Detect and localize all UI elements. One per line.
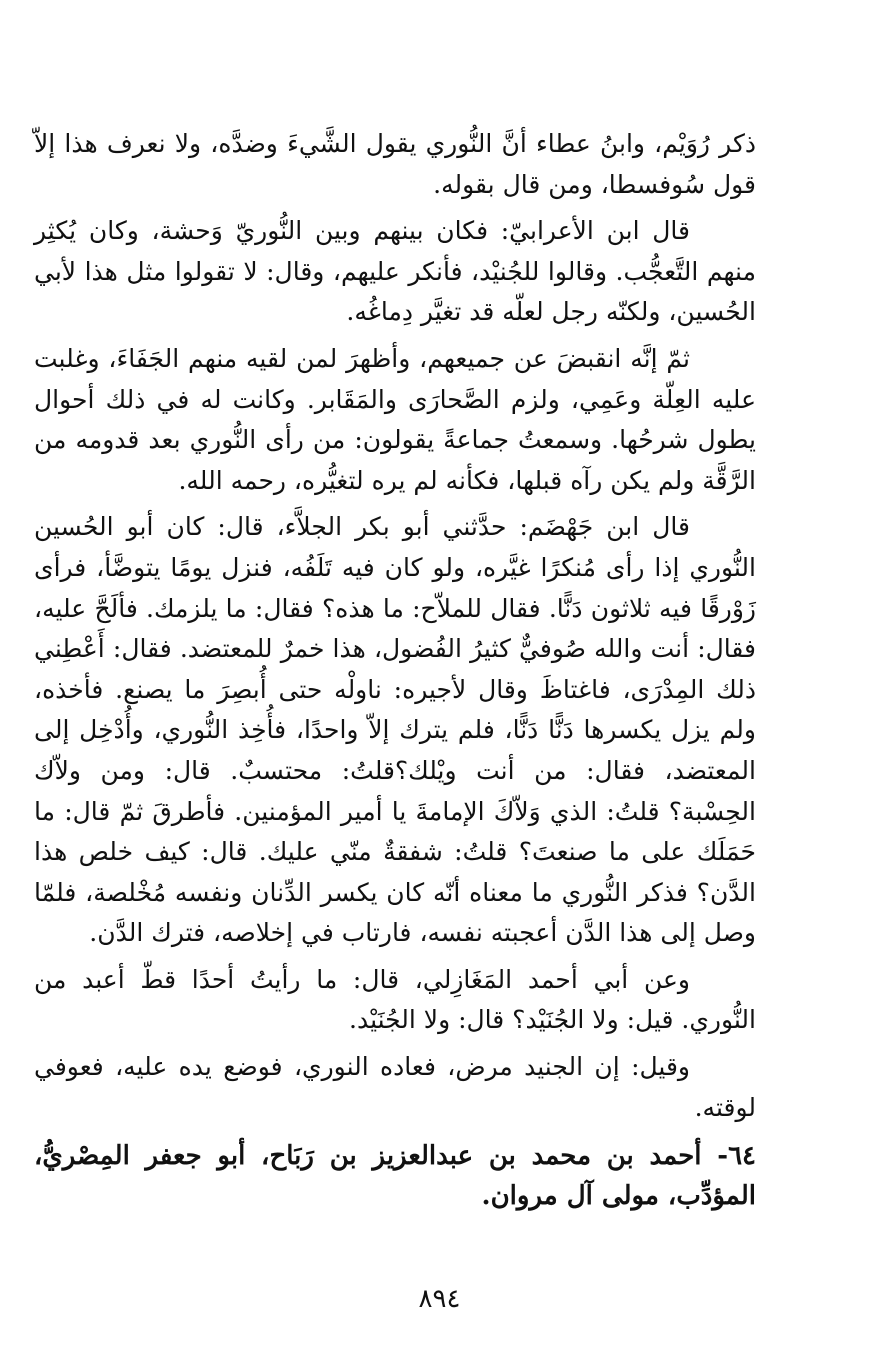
paragraph-2: قال ابن الأعرابيّ: فكان بينهم وبين النُّوريّ وَحشة، وكان يُكثِر منهم التَّعجُّب. وقالوا للجُنيْد، فأنكر عليهم، وقال: لا تقولوا مثل هذا لأبي الحُسين، ولكنّه رجل لعلّه قد تغيَّر دِماغُه. <box>34 216 756 327</box>
paragraph-6: وقيل: إن الجنيد مرض، فعاده النوري، فوضع يده عليه، فعوفي لوقته. <box>34 1052 756 1122</box>
paragraph-4: قال ابن جَهْضَم: حدَّثني أبو بكر الجلاَّء، قال: كان أبو الحُسين النُّوري إذا رأى مُنكرًا غيَّره، ولو كان فيه تَلَفُه، فنزل يومًا يتوضَّأ، فرأى زَوْرقًا فيه ثلاثون دَنًّا. فقال للملاّح: ما هذه؟ فقال: ما يلزمك. فألَحَّ عليه، فقال: أنت والله صُوفيٌّ كثيرُ الفُضول، هذا خمرٌ للمعتضد. فقال: أَعْطِني ذلك المِدْرَى، فاغتاظَ وقال لأجيره: ناولْه حتى أُبصِرَ ما يصنع. فأخذه، ولم يزل يكسرها دَنًّا دَنًّا، فلم يترك إلاّ واحدًا، فأُخِذ النُّوري، وأُدْخِل إلى المعتضد، فقال: من أنت ويْلك؟قلتُ: محتسبٌ. قال: ومن ولاّك الحِسْبة؟ قلتُ: الذي وَلاّكَ الإمامةَ يا أمير المؤمنين. فأطرقَ ثمّ قال: ما حَمَلَك على ما صنعتَ؟ قلتُ: شفقةٌ منّي عليك. قال: كيف خلص هذا الدَّن؟ فذكر النُّوري ما معناه أنّه كان يكسر الدِّنان ونفسه مُخْلصة، فلمّا وصل إلى هذا الدَّن أعجبته نفسه، فارتاب في إخلاصه، فترك الدَّن. <box>34 512 756 948</box>
paragraph-1: ذكر رُوَيْم، وابنُ عطاء أنَّ النُّوري يقول الشَّيءَ وضدَّه، ولا نعرف هذا إلاّ قول سُوفسطا، ومن قال بقوله. <box>34 129 756 199</box>
main-text <box>34 124 756 1216</box>
paragraph-3: ثمّ إنَّه انقبضَ عن جميعهم، وأظهرَ لمن لقيه منهم الجَفَاءَ، وغلبت عليه العِلّة وعَمِي، ولزم الصَّحارَى والمَقَابر. وكانت له في ذلك أحوال يطول شرحُها. وسمعتُ جماعةً يقولون: من رأى النُّوري بعد قدومه من الرَّقَّة ولم يكن رآه قبلها، فكأنه لم يره لتغيُّره، رحمه الله. <box>34 343 756 495</box>
page-number: ٨٩٤ <box>418 1284 461 1314</box>
entry-heading: ٦٤- أحمد بن محمد بن عبدالعزيز بن رَبَاح، أبو جعفر المِصْريُّ، المؤدِّب، مولى آل مروان. <box>34 1141 756 1212</box>
paragraph-5: وعن أبي أحمد المَغَازِلي، قال: ما رأيتُ أحدًا قطّ أعبد من النُّوري. قيل: ولا الجُنَيْد؟ قال: ولا الجُنَيْد. <box>34 964 756 1035</box>
